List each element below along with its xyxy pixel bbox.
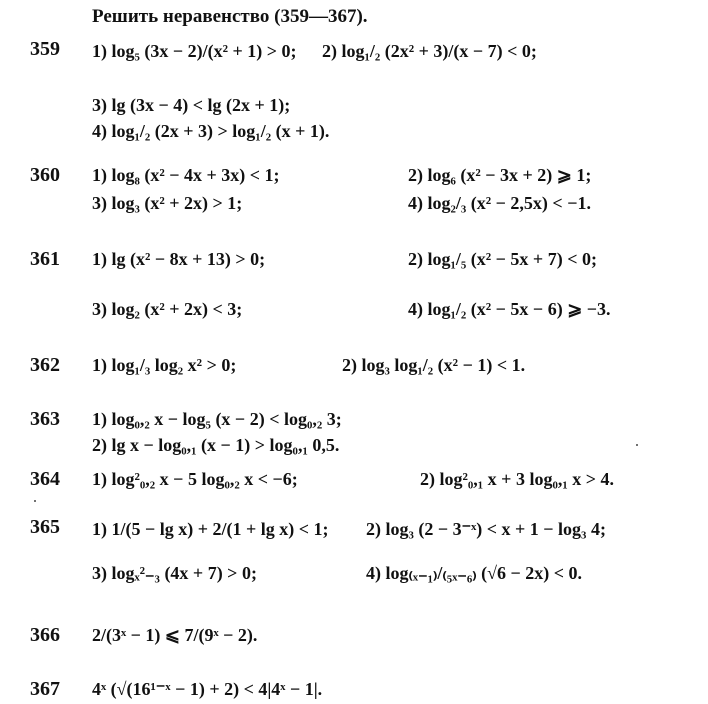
inequality: 2) lg x − log₀,₁ (x − 1) > log₀,₁ 0,5.	[92, 435, 340, 455]
problem-number: 364	[30, 468, 60, 490]
inequality: 2) log₁/₅ (x² − 5x + 7) < 0;	[408, 249, 597, 269]
inequality: 4) log₍ₓ₋₁₎/₍₅ₓ₋₆₎ (√6 − 2x) < 0.	[366, 563, 583, 583]
inequality: 2) log²₀,₁ x + 3 log₀,₁ x > 4.	[420, 469, 614, 489]
inequality: 1) log₁/₃ log₂ x² > 0;	[92, 355, 237, 375]
inequality: 2) log₆ (x² − 3x + 2) ⩾ 1;	[408, 165, 592, 185]
section-title: Решить неравенство (359—367).	[92, 6, 368, 27]
print-speck	[636, 444, 638, 446]
inequality: 3) log₃ (x² + 2x) > 1;	[92, 193, 243, 213]
inequality: 4) log₁/₂ (x² − 5x − 6) ⩾ −3.	[408, 299, 611, 319]
inequality: 1) lg (x² − 8x + 13) > 0;	[92, 249, 266, 269]
inequality: 4ˣ (√(16¹⁻ˣ − 1) + 2) < 4|4ˣ − 1|.	[92, 679, 323, 699]
problem-number: 362	[30, 354, 60, 376]
inequality: 2) log₁/₂ (2x² + 3)/(x − 7) < 0;	[322, 41, 537, 61]
problem-number: 360	[30, 164, 60, 186]
problem-number: 363	[30, 408, 60, 430]
inequality: 3) logₓ²₋₃ (4x + 7) > 0;	[92, 563, 257, 583]
inequality: 1) log₅ (3x − 2)/(x² + 1) > 0;	[92, 41, 297, 61]
inequality: 3) lg (3x − 4) < lg (2x + 1);	[92, 95, 291, 115]
inequality: 1) 1/(5 − lg x) + 2/(1 + lg x) < 1;	[92, 519, 329, 539]
inequality: 2) log₃ (2 − 3⁻ˣ) < x + 1 − log₃ 4;	[366, 519, 606, 539]
problem-number: 367	[30, 678, 60, 700]
inequality: 3) log₂ (x² + 2x) < 3;	[92, 299, 243, 319]
inequality: 4) log₁/₂ (2x + 3) > log₁/₂ (x + 1).	[92, 121, 330, 141]
inequality: 1) log²₀,₂ x − 5 log₀,₂ x < −6;	[92, 469, 298, 489]
problem-number: 365	[30, 516, 60, 538]
print-speck	[34, 500, 36, 502]
inequality: 2) log₃ log₁/₂ (x² − 1) < 1.	[342, 355, 526, 375]
inequality: 1) log₀,₂ x − log₅ (x − 2) < log₀,₂ 3;	[92, 409, 342, 429]
problem-number: 361	[30, 248, 60, 270]
inequality: 2/(3ˣ − 1) ⩽ 7/(9ˣ − 2).	[92, 625, 258, 645]
inequality: 4) log₂/₃ (x² − 2,5x) < −1.	[408, 193, 591, 213]
problem-number: 366	[30, 624, 60, 646]
inequality: 1) log₈ (x² − 4x + 3x) < 1;	[92, 165, 280, 185]
problem-number: 359	[30, 38, 60, 60]
